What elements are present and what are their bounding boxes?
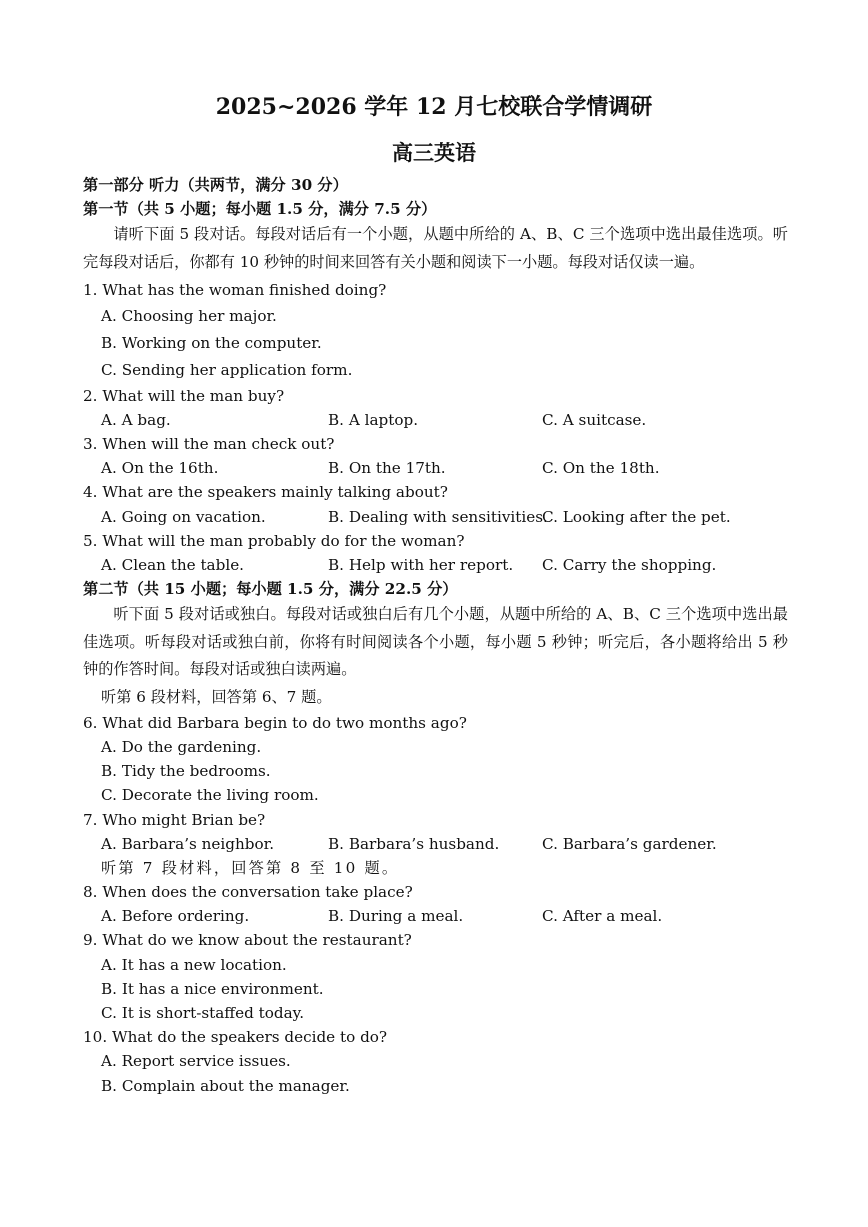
question-4-stem: 4. What are the speakers mainly talking about?	[83, 483, 448, 502]
part1-heading: 第一部分 听力（共两节，满分 30 分）	[83, 176, 348, 194]
section2-instructions: 听下面 5 段对话或独白。每段对话或独白后有几个小题，从题中所给的 A、B、C 三个选项中选出最佳选项。听每段对话或独白前，你将有时间阅读各个小题，每小题 5 秒钟；听完后，各小题将给出 5 秒钟的作答时间。每段对话或独白读两遍。	[83, 605, 788, 679]
question-4-options	[83, 505, 788, 529]
question-8-stem: 8. When does the conversation take place?	[83, 883, 413, 902]
question-7-option-c: C. Barbara’s gardener.	[542, 834, 717, 853]
question-5-option-c: C. Carry the shopping.	[542, 555, 717, 574]
material-7-instruction: 听第 7 段材料，回答第 8 至 10 题。	[101, 858, 400, 877]
question-4-option-c: C. Looking after the pet.	[542, 507, 731, 526]
question-2-options	[83, 408, 788, 432]
question-7-option-b: B. Barbara’s husband.	[328, 834, 500, 853]
material-6-instruction: 听第 6 段材料，回答第 6、7 题。	[101, 687, 332, 706]
question-9-option-b: B. It has a nice environment.	[101, 979, 324, 998]
exam-subject: 高三英语	[392, 140, 476, 165]
question-5-options	[83, 553, 788, 577]
question-1-option-a: A. Choosing her major.	[101, 306, 277, 325]
question-2-stem: 2. What will the man buy?	[83, 386, 285, 405]
exam-content	[83, 173, 788, 1098]
question-2-option-c: C. A suitcase.	[542, 410, 647, 429]
question-3-option-c: C. On the 18th.	[542, 459, 660, 478]
question-4-option-b: B. Dealing with sensitivities.	[328, 507, 548, 526]
question-7-option-a: A. Barbara’s neighbor.	[101, 834, 275, 853]
section2-heading: 第二节（共 15 小题；每小题 1.5 分，满分 22.5 分）	[83, 580, 458, 599]
question-3-option-b: B. On the 17th.	[328, 459, 446, 478]
question-8-option-a: A. Before ordering.	[101, 907, 250, 926]
question-1-option-c: C. Sending her application form.	[101, 360, 353, 379]
section1-heading: 第一节（共 5 小题；每小题 1.5 分，满分 7.5 分）	[83, 200, 437, 219]
question-5-option-b: B. Help with her report.	[328, 555, 514, 574]
question-8-options	[83, 904, 788, 928]
question-10-option-b: B. Complain about the manager.	[101, 1076, 350, 1095]
question-6-stem: 6. What did Barbara begin to do two months ago?	[83, 713, 467, 732]
question-10-stem: 10. What do the speakers decide to do?	[83, 1028, 388, 1047]
question-9-stem: 9. What do we know about the restaurant?	[83, 931, 412, 950]
question-2-option-b: B. A laptop.	[328, 410, 419, 429]
question-8-option-b: B. During a meal.	[328, 907, 464, 926]
question-9-option-a: A. It has a new location.	[101, 955, 287, 974]
question-3-options	[83, 456, 788, 480]
question-10-option-a: A. Report service issues.	[101, 1052, 291, 1071]
question-1-option-b: B. Working on the computer.	[101, 333, 322, 352]
question-3-option-a: A. On the 16th.	[101, 459, 219, 478]
question-9-option-c: C. It is short-staffed today.	[101, 1004, 305, 1022]
question-5-stem: 5. What will the man probably do for the woman?	[83, 531, 465, 550]
question-1-stem: 1. What has the woman finished doing?	[83, 281, 387, 300]
question-7-options	[83, 832, 788, 856]
question-6-option-a: A. Do the gardening.	[101, 737, 262, 756]
question-6-option-c: C. Decorate the living room.	[101, 786, 319, 805]
question-4-option-a: A. Going on vacation.	[101, 507, 266, 526]
question-8-option-c: C. After a meal.	[542, 907, 663, 926]
question-7-stem: 7. Who might Brian be?	[83, 810, 266, 829]
question-6-option-b: B. Tidy the bedrooms.	[101, 762, 271, 781]
question-2-option-a: A. A bag.	[101, 410, 171, 429]
question-5-option-a: A. Clean the table.	[101, 555, 245, 574]
question-3-stem: 3. When will the man check out?	[83, 434, 335, 453]
section1-instructions: 请听下面 5 段对话。每段对话后有一个小题，从题中所给的 A、B、C 三个选项中选出最佳选项。听完每段对话后，你都有 10 秒钟的时间来回答有关小题和阅读下一小题。每段对话仅读一遍。	[83, 225, 788, 271]
exam-title: 2025~2026 学年 12 月七校联合学情调研	[215, 94, 653, 120]
